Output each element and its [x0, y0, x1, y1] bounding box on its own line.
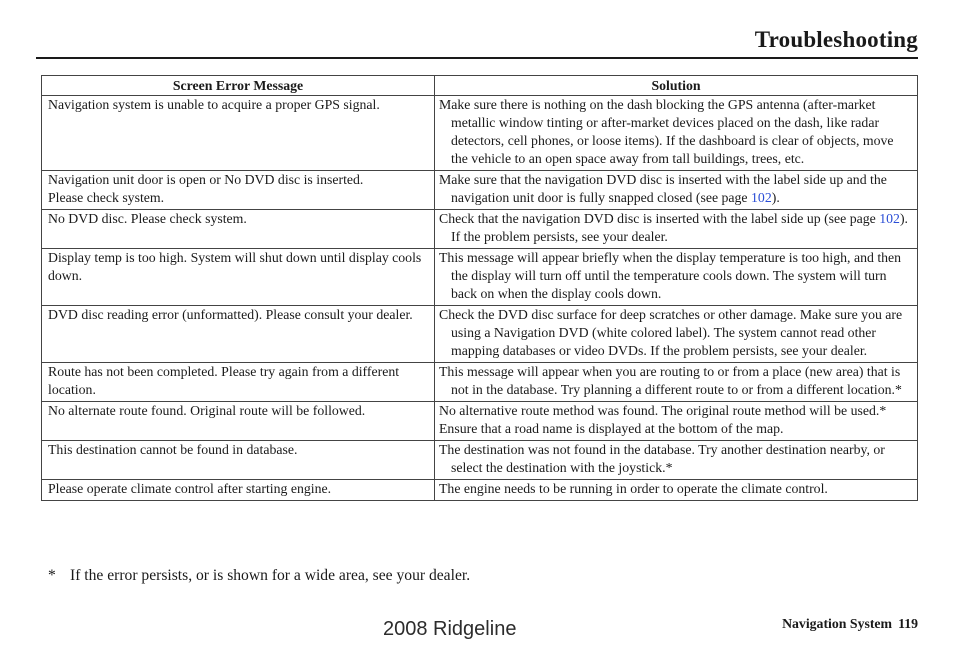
table-row: [42, 306, 918, 363]
title-rule: [36, 57, 918, 59]
table-row: [42, 480, 918, 501]
solution-text: This message will appear briefly when the display temperature is too high, and then the display will turn off until the temperature cools down. The system will turn back on when the display cools down.: [439, 250, 902, 301]
page-link[interactable]: 102: [751, 190, 772, 205]
solution-cell: [435, 171, 918, 210]
error-message-cell: This destination cannot be found in database.: [42, 441, 435, 480]
page-title: Troubleshooting: [754, 27, 918, 52]
solution-cell: [435, 210, 918, 249]
solution-text: Make sure that the navigation DVD disc is inserted with the label side up and the navigation unit door is fully snapped closed (see page: [439, 172, 887, 205]
table-row: [42, 96, 918, 171]
footnote: [48, 567, 470, 585]
page-link[interactable]: 102: [879, 211, 900, 226]
solution-text: The destination was not found in the database. Try another destination nearby, or select the destination with the joystick.*: [439, 442, 885, 475]
error-message-line: Please check system.: [48, 190, 165, 205]
table-row: [42, 171, 918, 210]
solution-cell: [435, 306, 918, 363]
solution-text: This message will appear when you are routing to or from a place (new area) that is not in the database. Try planning a different route to or from a different location.*: [439, 364, 902, 397]
table-header-row: [42, 76, 918, 96]
error-message-cell: No alternate route found. Original route will be followed.: [42, 402, 435, 441]
table-row: [42, 249, 918, 306]
table-row: [42, 363, 918, 402]
error-message-cell: Display temp is too high. System will shut down until display cools down.: [42, 249, 435, 306]
solution-text: ).: [771, 190, 780, 205]
page-number: 119: [898, 616, 918, 631]
solution-cell: [435, 441, 918, 480]
watermark-text: 2008 Ridgeline: [383, 618, 517, 640]
footnote-marker: *: [48, 567, 56, 584]
error-message-table: [41, 75, 918, 501]
error-message-cell: Navigation system is unable to acquire a proper GPS signal.: [42, 96, 435, 171]
error-message-line: Navigation unit door is open or No DVD disc is inserted.: [48, 172, 364, 187]
section-name: Navigation System: [782, 616, 893, 631]
error-message-cell: DVD disc reading error (unformatted). Please consult your dealer.: [42, 306, 435, 363]
error-message-cell: [42, 171, 435, 210]
solution-cell: [435, 249, 918, 306]
solution-cell: [435, 363, 918, 402]
table-row: [42, 210, 918, 249]
solution-text: No alternative route method was found. The original route method will be used.*: [439, 403, 887, 418]
error-message-cell: Please operate climate control after starting engine.: [42, 480, 435, 501]
table-row: [42, 441, 918, 480]
solution-text: Check the DVD disc surface for deep scratches or other damage. Make sure you are using a Navigation DVD (white colored label). The system cannot read other mapping databases or video DVDs. If the problem persists, see your dealer.: [439, 307, 903, 358]
solution-text: ). If the problem persists, see your dealer.: [451, 211, 908, 244]
error-message-cell: No DVD disc. Please check system.: [42, 210, 435, 249]
error-message-cell: Route has not been completed. Please try again from a different location.: [42, 363, 435, 402]
footnote-text: If the error persists, or is shown for a wide area, see your dealer.: [70, 567, 471, 584]
page-footer: [782, 616, 918, 632]
solution-text: Check that the navigation DVD disc is inserted with the label side up (see page: [439, 211, 880, 226]
solution-cell: [435, 96, 918, 171]
solution-text: Make sure there is nothing on the dash blocking the GPS antenna (after-market metallic window tinting or after-market devices placed on the dash, like radar detectors, cell phones, or loose items). If the dashboard is clear of objects, move the vehicle to an open space away from tall buildings, trees, etc.: [439, 97, 894, 166]
solution-cell: [435, 402, 918, 441]
solution-cell: [435, 480, 918, 501]
column-header-message: Screen Error Message: [42, 76, 435, 96]
column-header-solution: Solution: [435, 76, 918, 96]
solution-text: Ensure that a road name is displayed at the bottom of the map.: [439, 421, 784, 436]
solution-text: The engine needs to be running in order to operate the climate control.: [439, 481, 828, 496]
table-row: [42, 402, 918, 441]
